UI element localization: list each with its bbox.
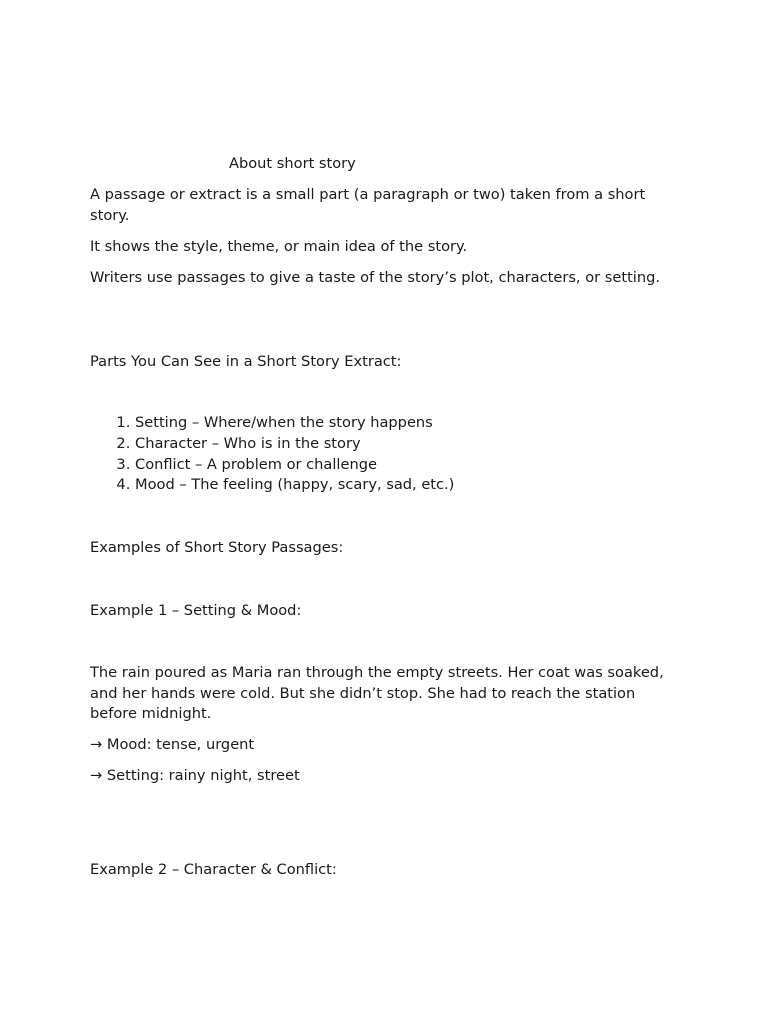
parts-list (90, 413, 454, 496)
example-2-heading: Example 2 – Character & Conflict: (90, 861, 337, 878)
list-item: 2. Character – Who is in the story (135, 434, 454, 455)
example-1-passage: The rain poured as Maria ran through the empty streets. Her coat was soaked, and her hands were cold. But she didn’t stop. She had to reach the station before midnight. (90, 664, 664, 722)
intro-paragraph-1: A passage or extract is a small part (a paragraph or two) taken from a short story. (90, 186, 646, 224)
example-1-setting: → Setting: rainy night, street (90, 767, 300, 784)
list-item: 3. Conflict – A problem or challenge (135, 455, 454, 476)
document-title: About short story (229, 155, 356, 172)
list-item: 1. Setting – Where/when the story happens (135, 413, 454, 434)
example-1-heading: Example 1 – Setting & Mood: (90, 602, 302, 619)
list-item: 4. Mood – The feeling (happy, scary, sad, etc.) (135, 475, 454, 496)
parts-heading: Parts You Can See in a Short Story Extract: (90, 353, 402, 370)
examples-heading: Examples of Short Story Passages: (90, 539, 344, 556)
example-1-mood: → Mood: tense, urgent (90, 736, 255, 753)
intro-paragraph-3: Writers use passages to give a taste of the story’s plot, characters, or setting. (90, 269, 661, 286)
intro-paragraph-2: It shows the style, theme, or main idea of the story. (90, 238, 468, 255)
